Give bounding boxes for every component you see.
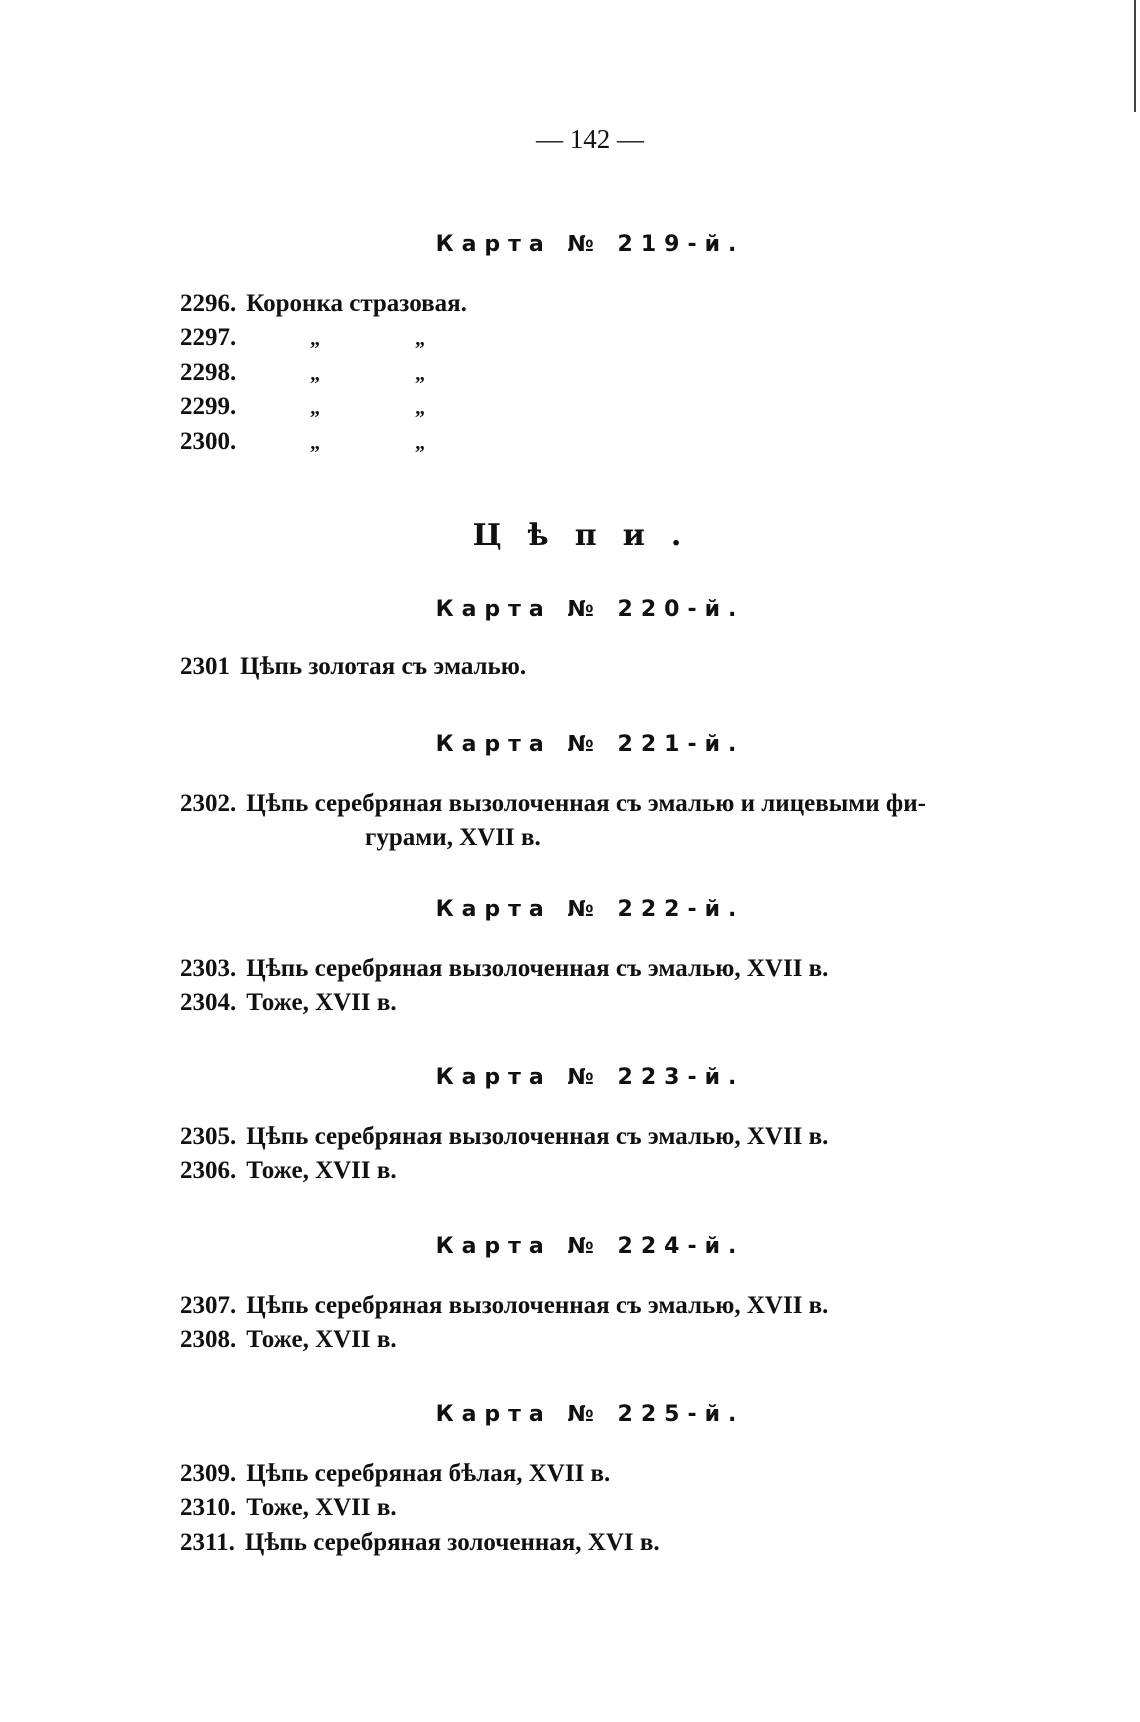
entry-number: 2308. bbox=[180, 1326, 237, 1353]
entry-number: 2299. bbox=[180, 393, 237, 420]
card-heading-222: Карта № 222-й. bbox=[435, 897, 745, 922]
ditto-mark: „ bbox=[415, 363, 425, 385]
card-heading-220: Карта № 220-й. bbox=[435, 597, 745, 622]
entry-text: Цѣпь серебряная бѣлая, XVII в. bbox=[246, 1460, 611, 1487]
list-item bbox=[180, 290, 467, 318]
list-item bbox=[180, 393, 425, 421]
ditto-mark: „ bbox=[310, 432, 320, 454]
ditto-mark: „ bbox=[415, 397, 425, 419]
entry-number: 2311. bbox=[180, 1529, 235, 1556]
entry-number: 2304. bbox=[180, 989, 237, 1016]
list-item bbox=[180, 1157, 397, 1185]
page-number: — 142 — bbox=[536, 124, 644, 154]
entry-number: 2297. bbox=[180, 324, 237, 351]
entry-number: 2306. bbox=[180, 1157, 237, 1184]
entry-text: Тоже, XVII в. bbox=[246, 1494, 397, 1521]
list-item bbox=[180, 653, 526, 681]
entry-number: 2301 bbox=[180, 653, 230, 680]
ditto-mark: „ bbox=[310, 328, 320, 350]
card-heading-225: Карта № 225-й. bbox=[435, 1402, 745, 1427]
list-item bbox=[180, 1292, 828, 1320]
entry-number: 2305. bbox=[180, 1123, 237, 1150]
scan-edge-line bbox=[1134, 0, 1136, 112]
card-heading-224: Карта № 224-й. bbox=[435, 1234, 745, 1259]
list-item bbox=[180, 955, 828, 983]
ditto-mark: „ bbox=[415, 432, 425, 454]
list-item bbox=[180, 989, 397, 1017]
list-item bbox=[180, 790, 926, 818]
card-heading-219: Карта № 219-й. bbox=[435, 232, 745, 257]
list-item bbox=[180, 1123, 828, 1151]
entry-text: Цѣпь серебряная золоченная, XVI в. bbox=[244, 1529, 660, 1556]
entry-number: 2296. bbox=[180, 290, 237, 317]
entry-text: Коронка стразовая. bbox=[246, 290, 467, 317]
card-heading-221: Карта № 221-й. bbox=[435, 732, 745, 757]
entry-text-continued: гурами, XVII в. bbox=[365, 824, 541, 851]
entry-number: 2303. bbox=[180, 955, 237, 982]
ditto-mark: „ bbox=[415, 328, 425, 350]
entry-text: Цѣпь серебряная вызолоченная съ эмалью, XVII в. bbox=[246, 1123, 829, 1150]
entry-text: Цѣпь серебряная вызолоченная съ эмалью, XVII в. bbox=[246, 955, 829, 982]
entry-text: Тоже, XVII в. bbox=[246, 1157, 397, 1184]
entry-number: 2310. bbox=[180, 1494, 237, 1521]
list-item bbox=[180, 324, 425, 352]
list-item bbox=[180, 359, 425, 387]
entry-text: Тоже, XVII в. bbox=[246, 1326, 397, 1353]
entry-text: Цѣпь серебряная вызолоченная съ эмалью и лицевыми фи- bbox=[246, 790, 926, 817]
entry-number: 2307. bbox=[180, 1292, 237, 1319]
list-item bbox=[180, 1460, 610, 1488]
entry-number: 2298. bbox=[180, 359, 237, 386]
list-item bbox=[180, 1326, 397, 1354]
entry-text: Тоже, XVII в. bbox=[246, 989, 397, 1016]
card-heading-223: Карта № 223-й. bbox=[435, 1065, 745, 1090]
ditto-mark: „ bbox=[310, 397, 320, 419]
list-item bbox=[180, 1494, 397, 1522]
entry-text: Цѣпь золотая съ эмалью. bbox=[240, 653, 527, 680]
list-item bbox=[180, 1529, 660, 1557]
list-item bbox=[180, 428, 425, 456]
entry-text: Цѣпь серебряная вызолоченная съ эмалью, XVII в. bbox=[246, 1292, 829, 1319]
entry-number: 2302. bbox=[180, 790, 237, 817]
entry-number: 2309. bbox=[180, 1460, 237, 1487]
ditto-mark: „ bbox=[310, 363, 320, 385]
entry-number: 2300. bbox=[180, 428, 237, 455]
section-title: Цѣпи. bbox=[472, 518, 708, 553]
